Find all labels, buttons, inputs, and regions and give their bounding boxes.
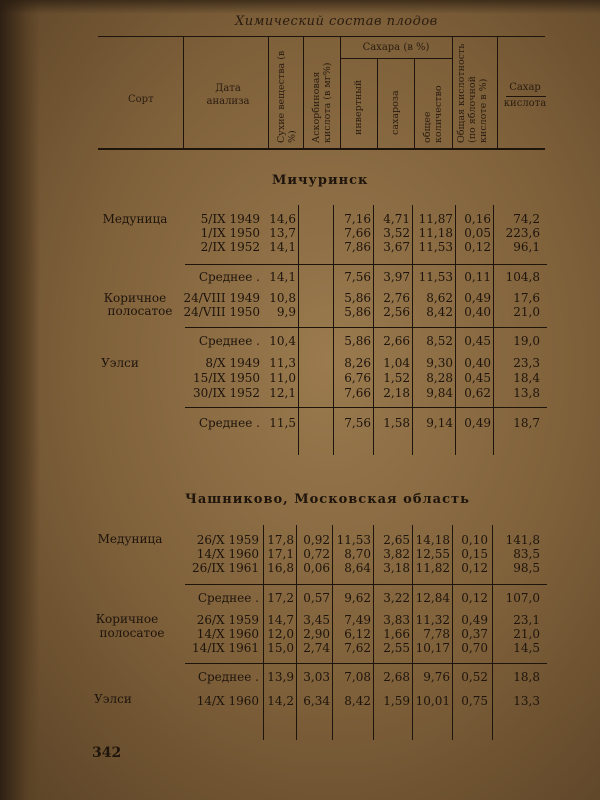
cell-ratio: 96,1 <box>513 240 540 254</box>
cell-ratio: 98,5 <box>513 561 540 575</box>
cell-acid: 0,37 <box>461 627 488 641</box>
cell-dry: 17,8 <box>267 533 294 547</box>
cell-date: 14/X 1960 <box>196 694 259 708</box>
cell-total: 8,28 <box>426 371 453 385</box>
cell-date: 24/VIII 1950 <box>183 305 260 319</box>
cell-total: 11,32 <box>415 613 450 627</box>
cell-total: 12,84 <box>415 591 450 605</box>
cell-average-label: Среднее . <box>198 416 260 430</box>
header-divider <box>497 36 498 148</box>
cell-invert: 7,66 <box>344 386 371 400</box>
cell-total: 10,01 <box>415 694 450 708</box>
cell-invert: 11,53 <box>336 533 371 547</box>
cell-dry: 13,7 <box>269 226 296 240</box>
cell-date: 1/IX 1950 <box>200 226 260 240</box>
cell-sucrose: 3,18 <box>383 561 410 575</box>
cell-sucrose: 2,76 <box>383 291 410 305</box>
sort-name: Медуница <box>97 532 163 546</box>
cell-average-label: Среднее . <box>198 270 260 284</box>
cell-ascorbic: 0,06 <box>303 561 330 575</box>
cell-total: 9,76 <box>423 670 450 684</box>
cell-sucrose: 1,04 <box>383 356 410 370</box>
cell-total: 8,52 <box>426 334 453 348</box>
cell-average-label: Среднее . <box>198 334 260 348</box>
col-header-dry: Сухие вещества (в %) <box>276 50 298 143</box>
cell-date: 5/IX 1949 <box>200 212 260 226</box>
col-header-sugars: Сахара (в %) <box>362 42 430 53</box>
cell-total: 11,87 <box>418 212 453 226</box>
cell-sucrose: 3,22 <box>383 591 410 605</box>
cell-invert: 7,56 <box>344 270 371 284</box>
cell-acid: 0,70 <box>461 641 488 655</box>
cell-invert: 7,49 <box>344 613 371 627</box>
cell-dry: 10,4 <box>269 334 296 348</box>
cell-sucrose: 2,66 <box>383 334 410 348</box>
cell-dry: 10,8 <box>269 291 296 305</box>
cell-sucrose: 3,97 <box>383 270 410 284</box>
column-line <box>455 205 456 455</box>
sort-name: полосатое <box>99 626 165 640</box>
cell-total: 8,42 <box>426 305 453 319</box>
cell-acid: 0,45 <box>464 334 491 348</box>
cell-dry: 16,8 <box>267 561 294 575</box>
cell-acid: 0,62 <box>464 386 491 400</box>
sort-name: полосатое <box>107 304 173 318</box>
cell-ascorbic: 2,90 <box>303 627 330 641</box>
cell-dry: 14,6 <box>269 212 296 226</box>
cell-ascorbic: 0,92 <box>303 533 330 547</box>
cell-dry: 14,1 <box>269 240 296 254</box>
cell-dry: 15,0 <box>267 641 294 655</box>
cell-total: 11,82 <box>415 561 450 575</box>
cell-ratio: 18,7 <box>513 416 540 430</box>
header-bottom-rule <box>98 148 545 150</box>
average-rule <box>185 663 547 664</box>
cell-acid: 0,05 <box>464 226 491 240</box>
cell-dry: 11,3 <box>269 356 296 370</box>
cell-acid: 0,12 <box>464 240 491 254</box>
cell-date: 24/VIII 1949 <box>183 291 260 305</box>
cell-invert: 8,26 <box>344 356 371 370</box>
cell-invert: 7,08 <box>344 670 371 684</box>
col-header-total-sugar: общее количество <box>422 85 444 143</box>
cell-ratio: 141,8 <box>505 533 540 547</box>
cell-total: 9,84 <box>426 386 453 400</box>
column-line <box>373 525 374 740</box>
cell-ascorbic: 2,74 <box>303 641 330 655</box>
column-line <box>452 525 453 740</box>
cell-date: 14/X 1960 <box>196 627 259 641</box>
cell-acid: 0,10 <box>461 533 488 547</box>
cell-sucrose: 4,71 <box>383 212 410 226</box>
sugars-group-rule <box>340 58 452 59</box>
cell-total: 12,55 <box>415 547 450 561</box>
sort-name: Медуница <box>102 212 168 226</box>
sort-name: Уэлси <box>94 692 132 706</box>
page-number: 342 <box>92 745 122 761</box>
cell-dry: 11,0 <box>269 371 296 385</box>
cell-sucrose: 3,83 <box>383 613 410 627</box>
header-divider <box>303 36 304 148</box>
col-header-sort: Сорт <box>128 94 154 105</box>
cell-total: 9,14 <box>426 416 453 430</box>
cell-dry: 9,9 <box>276 305 296 319</box>
cell-dry: 14,1 <box>269 270 296 284</box>
cell-invert: 6,76 <box>344 371 371 385</box>
cell-total: 11,18 <box>418 226 453 240</box>
cell-ratio: 74,2 <box>513 212 540 226</box>
cell-invert: 7,56 <box>344 416 371 430</box>
cell-invert: 8,64 <box>344 561 371 575</box>
cell-invert: 5,86 <box>344 291 371 305</box>
cell-date: 30/IX 1952 <box>193 386 260 400</box>
cell-date: 15/IX 1950 <box>193 371 260 385</box>
cell-dry: 17,1 <box>267 547 294 561</box>
column-line <box>412 525 413 740</box>
cell-dry: 14,7 <box>267 613 294 627</box>
cell-total: 14,18 <box>415 533 450 547</box>
col-header-ascorbic: Аскорбиновая кислота (в мг%) <box>311 62 333 143</box>
cell-total: 7,78 <box>423 627 450 641</box>
cell-date: 2/IX 1952 <box>200 240 260 254</box>
cell-date: 14/IX 1961 <box>192 641 259 655</box>
cell-sucrose: 2,56 <box>383 305 410 319</box>
cell-invert: 6,12 <box>344 627 371 641</box>
page-shadow-top <box>0 0 600 14</box>
cell-acid: 0,15 <box>461 547 488 561</box>
cell-average-label: Среднее . <box>197 670 259 684</box>
cell-sucrose: 1,66 <box>383 627 410 641</box>
cell-acid: 0,49 <box>461 613 488 627</box>
cell-ascorbic: 0,57 <box>303 591 330 605</box>
cell-invert: 8,42 <box>344 694 371 708</box>
cell-ratio: 14,5 <box>513 641 540 655</box>
cell-ratio: 18,8 <box>513 670 540 684</box>
average-rule <box>185 407 547 408</box>
col-header-invert: инвертный <box>353 79 364 135</box>
cell-ratio: 13,3 <box>513 694 540 708</box>
header-divider <box>183 36 184 148</box>
cell-date: 14/X 1960 <box>196 547 259 561</box>
ratio-fraction-line <box>506 96 546 97</box>
average-rule <box>185 327 547 328</box>
cell-invert: 7,66 <box>344 226 371 240</box>
cell-average-label: Среднее . <box>197 591 259 605</box>
cell-ratio: 18,4 <box>513 371 540 385</box>
cell-total: 8,62 <box>426 291 453 305</box>
cell-ratio: 104,8 <box>505 270 540 284</box>
cell-total: 11,53 <box>418 240 453 254</box>
cell-date: 8/X 1949 <box>205 356 260 370</box>
column-line <box>493 205 494 455</box>
cell-acid: 0,12 <box>461 561 488 575</box>
col-header-ratio-bottom: кислота <box>503 98 547 109</box>
cell-acid: 0,40 <box>464 356 491 370</box>
cell-acid: 0,11 <box>464 270 491 284</box>
cell-date: 26/X 1959 <box>196 533 259 547</box>
cell-dry: 14,2 <box>267 694 294 708</box>
cell-ascorbic: 6,34 <box>303 694 330 708</box>
cell-invert: 9,62 <box>344 591 371 605</box>
cell-acid: 0,40 <box>464 305 491 319</box>
column-line <box>296 525 297 740</box>
cell-ratio: 21,0 <box>513 627 540 641</box>
cell-dry: 11,5 <box>269 416 296 430</box>
cell-dry: 17,2 <box>267 591 294 605</box>
section-title: Чашниково, Московская область <box>185 492 470 507</box>
cell-sucrose: 3,52 <box>383 226 410 240</box>
cell-sucrose: 1,52 <box>383 371 410 385</box>
header-divider <box>377 58 378 148</box>
header-divider <box>414 58 415 148</box>
header-top-rule <box>98 36 545 37</box>
cell-ratio: 17,6 <box>513 291 540 305</box>
cell-sucrose: 1,59 <box>383 694 410 708</box>
cell-ratio: 23,3 <box>513 356 540 370</box>
page-shadow-left <box>0 0 40 800</box>
column-line <box>412 205 413 455</box>
cell-total: 9,30 <box>426 356 453 370</box>
cell-total: 10,17 <box>415 641 450 655</box>
cell-invert: 5,86 <box>344 334 371 348</box>
section-title: Мичуринск <box>272 173 369 188</box>
cell-sucrose: 2,18 <box>383 386 410 400</box>
cell-dry: 12,1 <box>269 386 296 400</box>
header-divider <box>452 36 453 148</box>
cell-ascorbic: 3,03 <box>303 670 330 684</box>
header-divider <box>268 36 269 148</box>
cell-sucrose: 2,55 <box>383 641 410 655</box>
sort-name: Уэлси <box>101 356 139 370</box>
cell-acid: 0,49 <box>464 416 491 430</box>
cell-acid: 0,49 <box>464 291 491 305</box>
cell-invert: 7,16 <box>344 212 371 226</box>
cell-acid: 0,52 <box>461 670 488 684</box>
average-rule <box>185 264 547 265</box>
column-line <box>333 205 334 455</box>
col-header-ratio-top: Сахар <box>509 82 541 93</box>
cell-dry: 12,0 <box>267 627 294 641</box>
cell-ratio: 107,0 <box>505 591 540 605</box>
cell-date: 26/IX 1961 <box>192 561 259 575</box>
cell-date: 26/X 1959 <box>196 613 259 627</box>
table-title: Химический состав плодов <box>235 14 438 29</box>
cell-ascorbic: 0,72 <box>303 547 330 561</box>
cell-ratio: 223,6 <box>505 226 540 240</box>
column-line <box>332 525 333 740</box>
column-line <box>492 525 493 740</box>
cell-dry: 13,9 <box>267 670 294 684</box>
column-line <box>373 205 374 455</box>
cell-ratio: 19,0 <box>513 334 540 348</box>
cell-invert: 5,86 <box>344 305 371 319</box>
cell-ratio: 83,5 <box>513 547 540 561</box>
cell-acid: 0,75 <box>461 694 488 708</box>
col-header-acidity: Общая кислотность (по яблочной кислоте в %) <box>456 43 489 143</box>
sort-name: Коричное <box>95 612 159 626</box>
cell-ratio: 13,8 <box>513 386 540 400</box>
cell-ratio: 21,0 <box>513 305 540 319</box>
cell-total: 11,53 <box>418 270 453 284</box>
cell-sucrose: 3,67 <box>383 240 410 254</box>
cell-ratio: 23,1 <box>513 613 540 627</box>
cell-acid: 0,45 <box>464 371 491 385</box>
cell-sucrose: 2,68 <box>383 670 410 684</box>
column-line <box>298 205 299 455</box>
cell-sucrose: 3,82 <box>383 547 410 561</box>
cell-sucrose: 1,58 <box>383 416 410 430</box>
sort-name: Коричное <box>103 291 167 305</box>
cell-acid: 0,16 <box>464 212 491 226</box>
cell-ascorbic: 3,45 <box>303 613 330 627</box>
cell-sucrose: 2,65 <box>383 533 410 547</box>
col-header-date: Дата анализа <box>206 83 250 107</box>
cell-invert: 7,62 <box>344 641 371 655</box>
col-header-sucrose: сахароза <box>390 90 401 135</box>
cell-invert: 7,86 <box>344 240 371 254</box>
cell-invert: 8,70 <box>344 547 371 561</box>
average-rule <box>185 584 547 585</box>
cell-acid: 0,12 <box>461 591 488 605</box>
